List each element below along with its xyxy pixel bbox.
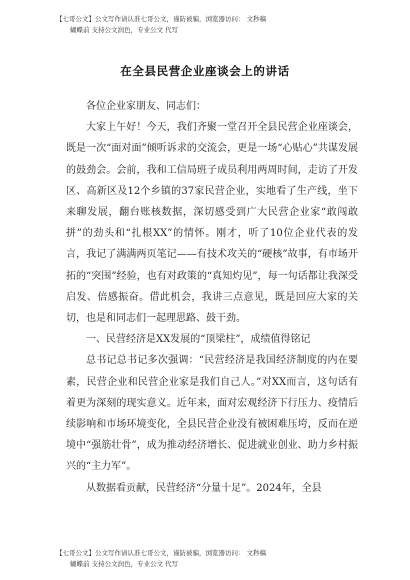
paragraph: 大家上午好！今天，我们齐聚一堂召开全县民营企业座谈会，既是一次“面对面”倾听诉求的交流会，更是一场“心贴心”共谋发展的鼓劲会。会前，我和工信局班子成员利用两周时间，走访了开发区、高新区及12个乡镇的37家民营企业，实地看了生产线，坐下来聊发展，翻台账核数据，深切感受到广大民营企业家“敢闯敢拼”的劲头和“扎根XX”的情怀。刚才，听了10位企业代表的发言，我记了满满两页笔记——有技术攻关的“硬核”故事，有市场开拓的“突围”经验，也有对政策的“真知灼见”，每一句话都让我深受启发、倍感振奋。借此机会，我讲三点意见，既是回应大家的关切，也是和同志们一起理思路、鼓干劲。 bbox=[66, 122, 358, 325]
document-title: 在全县民营企业座谈会上的讲话 bbox=[120, 64, 290, 78]
notice-line: 【七哥公文】公文写作请认准七哥公文，谨防被骗，浏览器访问： 文秒稿 bbox=[56, 15, 267, 23]
notice-line: 蝴蝶前 支持公文润色，专业公文 代写 bbox=[70, 26, 179, 34]
notice-line: 【七哥公文】公文写作请认准七哥公文，谨防被骗，浏览器访问： 文秒稿 bbox=[56, 549, 267, 557]
header-notice bbox=[56, 14, 356, 36]
salutation: 各位企业家朋友、同志们： bbox=[86, 101, 206, 112]
section-heading: 一、民营经济是XX发展的“顶梁柱”，成绩值得铭记 bbox=[86, 334, 311, 346]
notice-line: 蝴蝶前 支持公文润色，专业公文 代写 bbox=[70, 560, 179, 568]
footer-notice bbox=[56, 548, 356, 570]
document-body bbox=[66, 96, 358, 499]
paragraph: 总书记总书记多次强调：“民营经济是我国经济制度的内在要素，民营企业和民营企业家是我们自己人。”对XX而言，这句话有着更为深刻的现实意义。近年来，面对宏观经济下行压力、疫情后续影响和市场环境变化，全县民营企业没有被困难压垮，反而在逆境中“强筋壮骨”，成为推动经济增长、促进就业创业、助力乡村振兴的“主力军”。 bbox=[66, 355, 358, 473]
paragraph: 从数据看贡献，民营经济“分量十足”。2024年，全县 bbox=[86, 482, 322, 494]
